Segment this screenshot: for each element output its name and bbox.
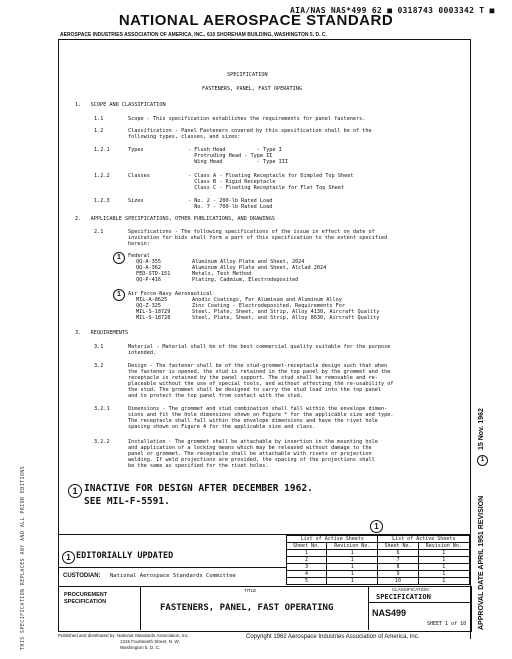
spec-description: Aluminum Alloy Plate and Sheet, 2024 [192, 259, 305, 265]
table-cell: 1 [418, 550, 469, 557]
publisher-address-1: 1315 Fourteenth Street, N. W. [120, 639, 180, 644]
table-cell: 7 [378, 557, 418, 564]
revision-circle-mark: 1 [477, 455, 488, 466]
inactive-notice-line2: SEE MIL-F-5591. [84, 496, 170, 507]
para-1-1-num: 1.1 [94, 116, 104, 122]
title-value: FASTENERS, PANEL, FAST OPERATING [160, 603, 334, 613]
spec-title: FASTENERS, PANEL, FAST OPERATING [202, 86, 302, 92]
classes-line2: Class B - Rigid Receptacle [188, 179, 276, 185]
table-cell: 9 [378, 571, 418, 578]
table-cell: 2 [287, 557, 327, 564]
para-3-1-line1: Material - Material shall be of the best commercial quality suitable for the purpose [128, 344, 391, 350]
paragraph-line: sions and fit the hole dimensions shown on Figure * for the applicable size and type. [128, 412, 394, 418]
federal-label: Federal [128, 253, 150, 259]
standard-title: NATIONAL AEROSPACE STANDARD [118, 12, 394, 29]
editorially-updated-note: EDITORIALLY UPDATED [76, 551, 174, 561]
table-cell: 4 [287, 571, 327, 578]
para-3-1-num: 3.1 [94, 344, 104, 350]
table-cell: 1 [418, 571, 469, 578]
section-1-heading: 1. SCOPE AND CLASSIFICATION [75, 102, 166, 108]
header-rule [58, 39, 470, 40]
revision-circle-mark: 1 [113, 252, 125, 264]
spec-code: FED-STD-151 [136, 271, 171, 277]
table-cell: 6 [378, 550, 418, 557]
para-1-2-line2: following types, classes, and sizes: [128, 134, 241, 140]
paragraph-line: Dimensions - The grommet and stud combination shall fall within the envelope dimen- [128, 406, 388, 412]
table-cell: 1 [327, 571, 378, 578]
table-cell: 10 [378, 578, 418, 585]
document-header-code: AIA/NAS NAS*499 62 ■ 0318743 0003342 T ■ [290, 6, 495, 15]
sheets-header: Sheet No. [378, 543, 418, 550]
sizes-line1: - No. 2 - 200-lb Rated Load [188, 198, 273, 204]
para-3-1-line2: intended. [128, 350, 157, 356]
sheets-caption-left: List of Active Sheets [287, 536, 378, 543]
sheets-caption-right: List of Active Sheets [378, 536, 470, 543]
sheets-header: Sheet No. [287, 543, 327, 550]
spec-code: QQ-Z-325 [136, 303, 161, 309]
classes-line3: Class C - Floating Receptacle for Flat Top Sheet [188, 185, 345, 191]
publisher-line: Published and distributed by: National Standards Association, Inc. [58, 633, 190, 638]
table-cell: 1 [327, 550, 378, 557]
right-border [470, 39, 471, 639]
revision-circle-mark: 1 [370, 520, 383, 533]
spec-heading: SPECIFICATION [227, 72, 268, 78]
association-line: AEROSPACE INDUSTRIES ASSOCIATION OF AMERICA, INC., 610 SHOREHAM BUILDING, WASHINGTON 5, D. C. [60, 32, 327, 38]
classification-rule [368, 602, 470, 603]
sheet-info: SHEET 1 of 10 [427, 621, 467, 627]
spec-code: MIL-S-18729 [136, 309, 171, 315]
para-1-1: Scope - This specification establishes the requirements for panel fasteners. [128, 116, 366, 122]
paragraph-line: the fastener is opened, the stud is retained in the top panel by the grommet and the [128, 369, 391, 375]
spec-description: Metals, Test Method [192, 271, 252, 277]
spec-code: MIL-A-8625 [136, 297, 168, 303]
para-2-1-line3: herein: [128, 241, 150, 247]
para-1-2-3-label: Sizes [128, 198, 144, 204]
table-cell: 1 [327, 557, 378, 564]
spec-code: QQ-A-362 [136, 265, 161, 271]
approval-date-text: APPROVAL DATE APRIL 1951 REVISION [478, 495, 485, 630]
sheets-table-body [287, 550, 470, 585]
spec-description: Zinc Coating - Electrodeposited, Requirements For [192, 303, 346, 309]
title-label: TITLE [244, 588, 257, 593]
title-block-divider-1 [140, 586, 141, 630]
copyright-line: Copyright 1962 Aerospace Industries Association of America, Inc. [246, 634, 420, 640]
section-2-heading: 2. APPLICABLE SPECIFICATIONS, OTHER PUBLICATIONS, AND DRAWINGS [75, 216, 275, 222]
para-2-1-line2: invitation for bids shall form a part of this specification to the extent specified [128, 235, 388, 241]
table-row [287, 550, 470, 557]
revision-circle-mark: 1 [113, 289, 125, 301]
revision-circle-mark: 1 [68, 484, 82, 498]
paragraph-line: panel or grommet. The receptacle shall be attachable with rivets or projection [128, 451, 372, 457]
spec-description: Plating, Cadmium, Electrodeposited [192, 277, 299, 283]
airforce-label: Air Force-Navy Aeronautical [128, 291, 213, 297]
spec-description: Steel, Plate, Sheet, and Strip, Alloy 4130, Aircraft Quality [192, 309, 380, 315]
spec-code: QQ-P-416 [136, 277, 161, 283]
table-cell: 8 [378, 564, 418, 571]
para-1-2-1-num: 1.2.1 [94, 147, 110, 153]
para-1-2-2-num: 1.2.2 [94, 173, 110, 179]
title-block-divider-2 [368, 586, 369, 630]
para-3-2-2-num: 3.2.2 [94, 439, 110, 445]
custodian-rule-top [58, 567, 286, 568]
table-row [287, 578, 470, 585]
table-cell: 1 [418, 578, 469, 585]
para-1-2-1-label: Types [128, 147, 144, 153]
para-3-2-num: 3.2 [94, 363, 104, 369]
para-3-2-1-num: 3.2.1 [94, 406, 110, 412]
paragraph-line: be the same as specified for the rivet holes. [128, 463, 269, 469]
table-row [287, 571, 470, 578]
para-1-2-3-num: 1.2.3 [94, 198, 110, 204]
procurement-label: PROCUREMENT SPECIFICATION [64, 592, 108, 605]
sheets-header: Revision No. [327, 543, 378, 550]
paragraph-line: The receptacle shall fall within the envelope dimensions and have the rivet hole [128, 418, 378, 424]
classes-line1: - Class A - Floating Receptacle for Dimpled Top Sheet [188, 173, 354, 179]
sizes-line2: No. 7 - 700-lb Rated Load [188, 204, 273, 210]
revision-date-text: 15 Nov. 1962 [478, 408, 485, 450]
custodian-value: National Aerospace Standards Committee [110, 573, 236, 579]
spec-description: Steel, Plate, Sheet, and Strip, Alloy 8630, Aircraft Quality [192, 315, 380, 321]
paragraph-line: the stud. The grommet shall be designed to carry the stud load into the top panel [128, 387, 381, 393]
table-cell: 1 [418, 564, 469, 571]
types-line1: - Flush Head - Type I [188, 147, 282, 153]
table-cell: 1 [327, 564, 378, 571]
spec-description: Anodic Coatings, For Aluminum and Aluminum Alloy [192, 297, 342, 303]
left-border [58, 39, 59, 599]
section-3-heading: 3. REQUIREMENTS [75, 330, 129, 336]
paragraph-line: receptacle is retained by the panel support. The stud shall be removable and re- [128, 375, 378, 381]
para-1-2-line1: Classification - Panel Fasteners covered by this specification shall be of the [128, 128, 372, 134]
paragraph-line: welding. If weld projections are provided, the spacing of the projections shall [128, 457, 375, 463]
revision-circle-mark: 1 [62, 551, 75, 564]
paragraph-line: spacing shown on Figure 4 for the applicable size and class. [128, 424, 316, 430]
types-line2: Protruding Head - Type II [188, 153, 273, 159]
paragraph-line: Installation - The grommet shall be attachable by insertion in the mounting hole [128, 439, 378, 445]
types-line3: Wing Head - Type III [188, 159, 288, 165]
custodian-label: CUSTODIAN: [63, 573, 101, 579]
para-1-2-num: 1.2 [94, 128, 104, 134]
table-row [287, 564, 470, 571]
table-cell: 1 [418, 557, 469, 564]
nas-number: NAS499 [372, 608, 407, 618]
classification-label: CLASSIFICATION [392, 587, 429, 592]
paragraph-line: and to protect the top panel from contact with the stud. [128, 393, 303, 399]
sheets-header: Revision No. [418, 543, 469, 550]
para-2-1-num: 2.1 [94, 229, 104, 235]
table-row [287, 557, 470, 564]
spec-description: Aluminum Alloy Plate and Sheet, Alclad 2024 [192, 265, 327, 271]
para-2-1-line1: Specifications - The following specifications of the issue in effect on date of [128, 229, 375, 235]
paragraph-line: placeable without the use of special tools, and without affecting the re-usability of [128, 381, 394, 387]
table-cell: 1 [327, 578, 378, 585]
paragraph-line: and application of a locking means which may be released without damage to the [128, 445, 372, 451]
inactive-notice-line1: INACTIVE FOR DESIGN AFTER DECEMBER 1962. [84, 483, 313, 494]
paragraph-line: Design - The fastener shall be of the stud-grommet-receptacle design such that when [128, 363, 388, 369]
para-1-2-2-label: Classes [128, 173, 150, 179]
active-sheets-table [286, 535, 470, 585]
table-cell: 5 [287, 578, 327, 585]
spec-code: QQ-A-355 [136, 259, 161, 265]
publisher-address-2: Washington 5, D. C. [120, 645, 161, 650]
table-cell: 3 [287, 564, 327, 571]
classification-value: SPECIFICATION [376, 593, 431, 601]
table-cell: 1 [287, 550, 327, 557]
spec-code: MIL-S-18728 [136, 315, 171, 321]
margin-text: THIS SPECIFICATION REPLACES ANY AND ALL PRIOR EDITIONS [20, 465, 26, 650]
